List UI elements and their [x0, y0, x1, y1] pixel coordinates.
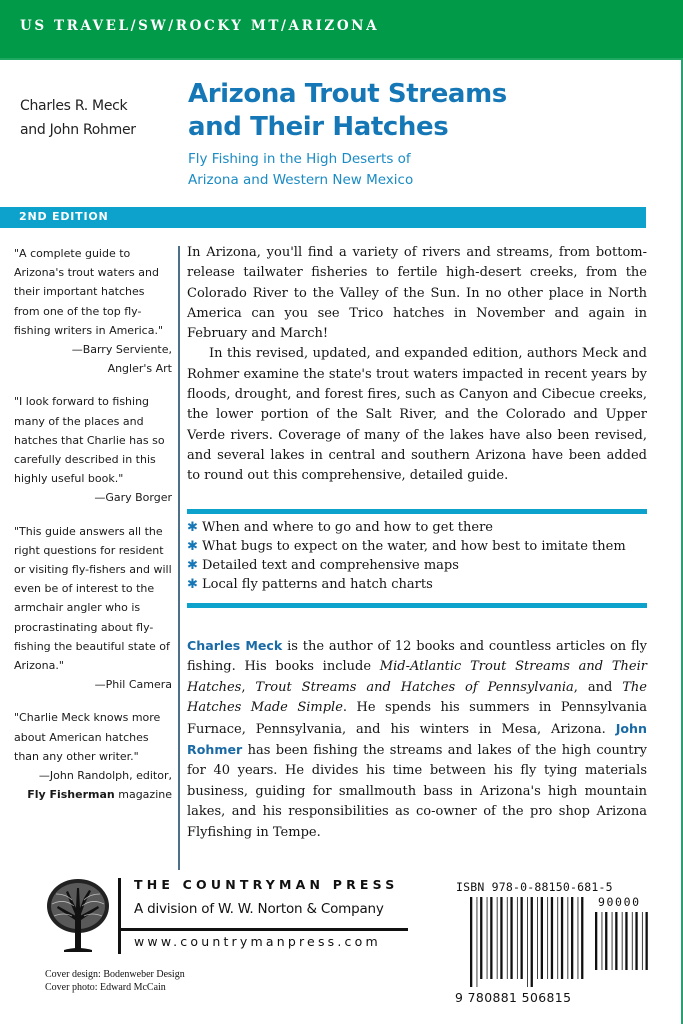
- features-rule-top: [187, 509, 647, 514]
- price-code: 90000: [598, 895, 641, 909]
- author-line-2: and John Rohmer: [20, 122, 136, 138]
- asterisk-bullet-icon: ✱: [187, 577, 198, 592]
- barcode-bar: [557, 897, 558, 979]
- barcode-bar: [527, 897, 528, 987]
- bio-text: is the author of 12 books and countless articles on fly fishing. His books include: [187, 639, 647, 675]
- book-title-2: Trout Streams and Hatches of Pennsylvania: [255, 679, 574, 695]
- magazine-name: Fly Fisherman: [27, 788, 115, 802]
- tree-icon: [44, 876, 112, 956]
- testimonial: [14, 392, 172, 507]
- barcode-addon-icon: [595, 912, 648, 978]
- barcode-bar: [517, 897, 518, 979]
- barcode-bar: [497, 897, 498, 979]
- barcode-bar: [642, 912, 643, 970]
- barcode-bar: [531, 897, 533, 987]
- publisher-division: A division of W. W. Norton & Company: [134, 901, 384, 917]
- barcode-bar: [510, 897, 512, 979]
- barcode-bar: [632, 912, 633, 970]
- authors: [20, 94, 180, 142]
- testimonial-text: "I look forward to fishing many of the places and hatches that Charlie has so carefully described in this highly useful book.": [14, 395, 165, 486]
- testimonial: [14, 708, 172, 804]
- barcode-bar: [537, 897, 538, 979]
- feature-item: [187, 575, 657, 594]
- cover-photo-credit: Cover photo: Edward McCain: [45, 982, 166, 993]
- column-divider: [178, 246, 180, 870]
- bio-paragraph: [187, 636, 647, 843]
- barcode-bar: [521, 897, 523, 979]
- isbn-label: ISBN 978-0-88150-681-5: [456, 880, 613, 894]
- features-rule-bottom: [187, 603, 647, 608]
- ean-number: [455, 990, 571, 1005]
- barcode-bar: [507, 897, 508, 979]
- edition-label: 2ND EDITION: [19, 210, 109, 223]
- barcode-bar: [490, 897, 492, 979]
- feature-text: Detailed text and comprehensive maps: [202, 558, 459, 573]
- bio-text: . He spends his summers in Pennsylvania Furnace, Pennsylvania, and his winters in Mesa, Arizona.: [187, 700, 648, 737]
- author-bio: [187, 636, 647, 843]
- barcode-bar: [612, 912, 613, 970]
- barcode-bar: [602, 912, 603, 970]
- testimonials: [14, 244, 172, 818]
- barcode-icon: [470, 897, 588, 987]
- testimonial-source: [14, 785, 172, 804]
- edition-bar: [0, 207, 646, 228]
- description: [187, 243, 647, 487]
- magazine-suffix: magazine: [114, 788, 172, 802]
- cover-design-credit: Cover design: Bodenweber Design: [45, 969, 185, 980]
- barcode-bar: [635, 912, 637, 970]
- barcode-bar: [571, 897, 573, 979]
- publisher-name: THE COUNTRYMAN PRESS: [134, 877, 399, 892]
- barcode-bar: [561, 897, 563, 979]
- category-banner: [0, 0, 683, 60]
- asterisk-bullet-icon: ✱: [187, 558, 198, 573]
- ean-first-digit: 9: [455, 990, 464, 1005]
- testimonial: [14, 522, 172, 695]
- description-paragraph-2: In this revised, updated, and expanded edition, authors Meck and Rohmer examine the state's trout waters impacted in recent years by floods, drought, and forest fires, such as Canyon and Cibecue creeks, the lower portion of the Salt River, and the Colorado and Upper Verde rivers. Coverage of many of the lakes have also been revised, and several lakes in central and southern Arizona have been added to round out this comprehensive, detailed guide.: [187, 346, 647, 484]
- author-name-rohmer: John Rohmer: [187, 720, 647, 758]
- subtitle-line-2: Arizona and Western New Mexico: [188, 172, 414, 188]
- barcode-bar: [477, 897, 478, 987]
- publisher-divider-vertical: [118, 878, 121, 954]
- testimonial-attribution: —Phil Camera: [94, 678, 172, 692]
- category-label: US TRAVEL/SW/ROCKY MT/ARIZONA: [20, 18, 380, 34]
- book-title-1: Mid-Atlantic Trout Streams and Their Hatches: [187, 659, 647, 695]
- testimonial-text: "This guide answers all the right questions for resident or visiting fly-fishers and will even be of interest to the armchair angler who is procrastinating about fly-fishing the beautiful state of Arizona.": [14, 524, 172, 673]
- testimonial: [14, 244, 172, 378]
- feature-text: What bugs to expect on the water, and how best to imitate them: [202, 539, 626, 554]
- testimonial-text: "Charlie Meck knows more about American hatches than any other writer.": [14, 711, 161, 763]
- barcode-bar: [547, 897, 548, 979]
- testimonial-text: "A complete guide to Arizona's trout waters and their important hatches from one of the top fly-fishing writers in America.": [14, 247, 163, 337]
- subtitle-line-1: Fly Fishing in the High Deserts of: [188, 151, 411, 167]
- testimonial-attribution: —John Randolph, editor,: [38, 769, 172, 783]
- barcode-bar: [581, 897, 583, 979]
- publisher-url[interactable]: www.countrymanpress.com: [134, 934, 381, 949]
- title-line-2: and Their Hatches: [188, 112, 449, 142]
- author-name-meck: Charles Meck: [187, 638, 283, 653]
- testimonial-source: Angler's Art: [107, 362, 172, 376]
- title-line-1: Arizona Trout Streams: [188, 79, 507, 109]
- feature-item: [187, 518, 657, 537]
- bio-separator: ,: [241, 679, 256, 695]
- bio-separator: , and: [573, 679, 623, 695]
- barcode-bar: [595, 912, 597, 970]
- barcode-bar: [578, 897, 579, 979]
- barcode-bar: [500, 897, 502, 979]
- barcode-bar: [541, 897, 543, 979]
- barcode-bar: [551, 897, 553, 979]
- cover-credits: [45, 968, 185, 994]
- author-line-1: Charles R. Meck: [20, 98, 128, 114]
- feature-list: [187, 518, 657, 594]
- feature-item: [187, 556, 657, 575]
- barcode-bar: [646, 912, 648, 970]
- testimonial-attribution: —Barry Serviente,: [71, 343, 172, 357]
- asterisk-bullet-icon: ✱: [187, 520, 198, 535]
- book-subtitle: [188, 149, 413, 191]
- book-title-3: The Hatches Made Simple: [187, 679, 648, 716]
- feature-item: [187, 537, 657, 556]
- description-paragraph-1: In Arizona, you'll find a variety of rivers and streams, from bottom-release tailwater fisheries to fertile high-desert creeks, from the Colorado River to the Valley of the Sun. In no other place in North America can you see Trico hatches in November and again in February and March!: [187, 245, 647, 342]
- barcode-bar: [605, 912, 607, 970]
- barcode-bar: [622, 912, 623, 970]
- barcode-bar: [615, 912, 617, 970]
- barcode-bar: [625, 912, 627, 970]
- feature-text: When and where to go and how to get there: [202, 520, 493, 535]
- barcode-bar: [487, 897, 488, 979]
- feature-text: Local fly patterns and hatch charts: [202, 577, 433, 592]
- book-title: [188, 78, 507, 144]
- publisher-divider-horizontal: [118, 928, 408, 931]
- barcode-bar: [480, 897, 482, 979]
- barcode-bar: [567, 897, 568, 979]
- bio-text: has been fishing the streams and lakes of the high country for 40 years. He divides his time between his fly tying materials business, guiding for smallmouth bass in Arizona's high mountain lakes, and his responsibilities as co-owner of the pro shop Arizona Flyfishing in Tempe.: [187, 743, 647, 840]
- ean-digits: 780881 506815: [467, 990, 572, 1005]
- asterisk-bullet-icon: ✱: [187, 539, 198, 554]
- barcode-bar: [470, 897, 472, 987]
- testimonial-attribution: —Gary Borger: [94, 491, 172, 505]
